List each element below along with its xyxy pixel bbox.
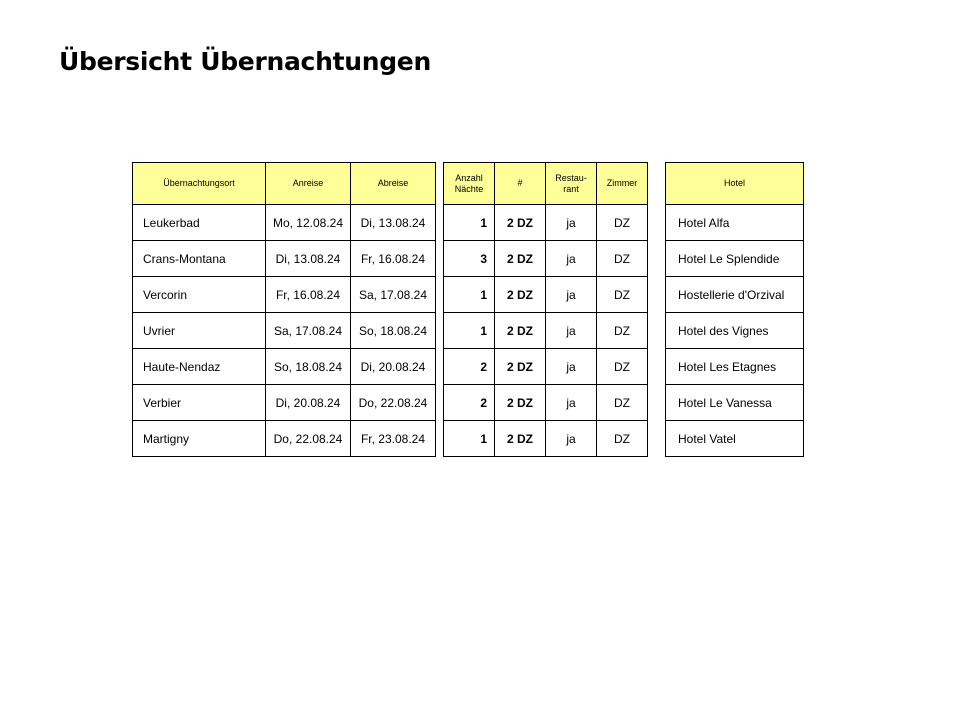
cell-arrival: Di, 20.08.24 (266, 385, 351, 421)
cell-restaurant: ja (546, 349, 597, 385)
table-row (666, 313, 804, 349)
cell-count: 2 DZ (495, 313, 546, 349)
cell-room: DZ (597, 385, 648, 421)
header-arrival: Anreise (266, 163, 351, 205)
cell-nights: 1 (444, 313, 495, 349)
header-hotel: Hotel (666, 163, 804, 205)
header-row (666, 163, 804, 205)
cell-count: 2 DZ (495, 385, 546, 421)
rooms-table (443, 162, 648, 457)
header-restaurant: Restau- rant (546, 163, 597, 205)
cell-room: DZ (597, 241, 648, 277)
table-row (444, 421, 648, 457)
table-row (444, 205, 648, 241)
cell-hotel: Hotel Vatel (666, 421, 804, 457)
header-location: Übernachtungsort (133, 163, 266, 205)
header-row (444, 163, 648, 205)
cell-room: DZ (597, 421, 648, 457)
hotels-table (665, 162, 804, 457)
cell-location: Crans-Montana (133, 241, 266, 277)
table-row (666, 277, 804, 313)
table-row (133, 349, 436, 385)
cell-arrival: So, 18.08.24 (266, 349, 351, 385)
table-row (444, 241, 648, 277)
header-nights: Anzahl Nächte (444, 163, 495, 205)
cell-departure: Fr, 16.08.24 (351, 241, 436, 277)
table-row (444, 313, 648, 349)
page-title: Übersicht Übernachtungen (59, 47, 431, 76)
cell-arrival: Fr, 16.08.24 (266, 277, 351, 313)
cell-nights: 2 (444, 349, 495, 385)
cell-arrival: Di, 13.08.24 (266, 241, 351, 277)
cell-departure: Sa, 17.08.24 (351, 277, 436, 313)
cell-departure: Di, 13.08.24 (351, 205, 436, 241)
table-row (444, 349, 648, 385)
header-row (133, 163, 436, 205)
table-row (666, 241, 804, 277)
cell-count: 2 DZ (495, 277, 546, 313)
cell-hotel: Hotel des Vignes (666, 313, 804, 349)
cell-hotel: Hostellerie d'Orzival (666, 277, 804, 313)
table-row (666, 349, 804, 385)
table-row (133, 205, 436, 241)
cell-arrival: Sa, 17.08.24 (266, 313, 351, 349)
cell-count: 2 DZ (495, 421, 546, 457)
cell-nights: 1 (444, 205, 495, 241)
table-row (133, 313, 436, 349)
cell-hotel: Hotel Le Vanessa (666, 385, 804, 421)
table-row (444, 385, 648, 421)
cell-restaurant: ja (546, 421, 597, 457)
table-row (133, 277, 436, 313)
cell-location: Verbier (133, 385, 266, 421)
cell-departure: So, 18.08.24 (351, 313, 436, 349)
table-row (133, 385, 436, 421)
table-row (666, 385, 804, 421)
cell-room: DZ (597, 277, 648, 313)
cell-arrival: Do, 22.08.24 (266, 421, 351, 457)
cell-restaurant: ja (546, 205, 597, 241)
cell-room: DZ (597, 205, 648, 241)
cell-location: Vercorin (133, 277, 266, 313)
cell-restaurant: ja (546, 313, 597, 349)
header-departure: Abreise (351, 163, 436, 205)
cell-nights: 1 (444, 277, 495, 313)
cell-count: 2 DZ (495, 241, 546, 277)
stays-table (132, 162, 436, 457)
header-room: Zimmer (597, 163, 648, 205)
cell-departure: Fr, 23.08.24 (351, 421, 436, 457)
cell-arrival: Mo, 12.08.24 (266, 205, 351, 241)
cell-hotel: Hotel Les Etagnes (666, 349, 804, 385)
cell-departure: Do, 22.08.24 (351, 385, 436, 421)
cell-restaurant: ja (546, 277, 597, 313)
table-row (133, 421, 436, 457)
cell-restaurant: ja (546, 241, 597, 277)
cell-nights: 3 (444, 241, 495, 277)
table-row (666, 421, 804, 457)
table-row (444, 277, 648, 313)
header-count: # (495, 163, 546, 205)
cell-location: Leukerbad (133, 205, 266, 241)
cell-restaurant: ja (546, 385, 597, 421)
cell-nights: 2 (444, 385, 495, 421)
cell-location: Haute-Nendaz (133, 349, 266, 385)
cell-nights: 1 (444, 421, 495, 457)
cell-location: Martigny (133, 421, 266, 457)
cell-departure: Di, 20.08.24 (351, 349, 436, 385)
cell-room: DZ (597, 313, 648, 349)
cell-count: 2 DZ (495, 349, 546, 385)
cell-count: 2 DZ (495, 205, 546, 241)
cell-room: DZ (597, 349, 648, 385)
cell-hotel: Hotel Le Splendide (666, 241, 804, 277)
table-row (666, 205, 804, 241)
cell-location: Uvrier (133, 313, 266, 349)
table-row (133, 241, 436, 277)
cell-hotel: Hotel Alfa (666, 205, 804, 241)
